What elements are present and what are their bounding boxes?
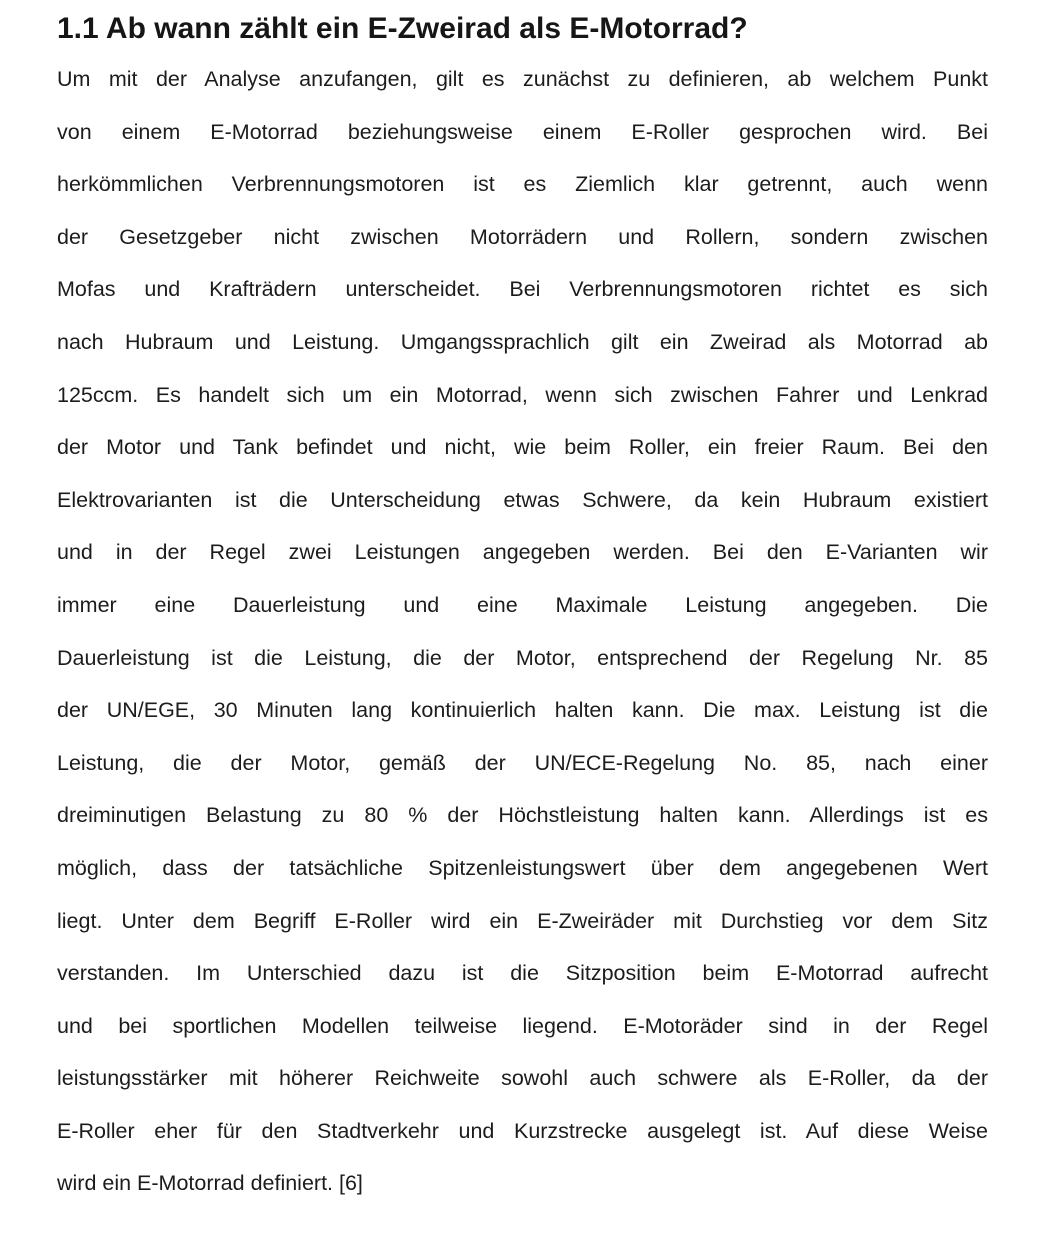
paragraph-line: E-Roller eher für den Stadtverkehr und Kurzstrecke ausgelegt ist. Auf diese Weise [57, 1118, 988, 1143]
paragraph-line: dreiminutigen Belastung zu 80 % der Höchstleistung halten kann. Allerdings ist es [57, 803, 988, 828]
document-page [57, 0, 988, 1210]
paragraph-line: der Motor und Tank befindet und nicht, wie beim Roller, ein freier Raum. Bei den [57, 435, 988, 460]
paragraph-line: und bei sportlichen Modellen teilweise liegend. E-Motoräder sind in der Regel [57, 1013, 988, 1038]
paragraph-line: der Gesetzgeber nicht zwischen Motorrädern und Rollern, sondern zwischen [57, 224, 988, 249]
paragraph-line: immer eine Dauerleistung und eine Maximale Leistung angegeben. Die [57, 592, 988, 617]
paragraph-line: leistungsstärker mit höherer Reichweite sowohl auch schwere als E-Roller, da der [57, 1066, 988, 1091]
paragraph-line: möglich, dass der tatsächliche Spitzenleistungswert über dem angegebenen Wert [57, 855, 988, 880]
paragraph-line: herkömmlichen Verbrennungsmotoren ist es Ziemlich klar getrennt, auch wenn [57, 172, 988, 197]
paragraph-line: von einem E-Motorrad beziehungsweise einem E-Roller gesprochen wird. Bei [57, 119, 988, 144]
paragraph-line: Dauerleistung ist die Leistung, die der Motor, entsprechend der Regelung Nr. 85 [57, 645, 988, 670]
paragraph-line: Um mit der Analyse anzufangen, gilt es zunächst zu definieren, ab welchem Punkt [57, 67, 988, 91]
paragraph-line: Leistung, die der Motor, gemäß der UN/ECE-Regelung No. 85, nach einer [57, 750, 988, 775]
paragraph-line: nach Hubraum und Leistung. Umgangssprachlich gilt ein Zweirad als Motorrad ab [57, 329, 988, 354]
paragraph-line: 125ccm. Es handelt sich um ein Motorrad, wenn sich zwischen Fahrer und Lenkrad [57, 382, 988, 407]
body-paragraph [57, 53, 988, 1210]
paragraph-line: wird ein E-Motorrad definiert. [6] [57, 1171, 363, 1196]
section-heading: 1.1 Ab wann zählt ein E-Zweirad als E-Motorrad? [57, 12, 748, 45]
paragraph-line: und in der Regel zwei Leistungen angegeben werden. Bei den E-Varianten wir [57, 540, 988, 565]
paragraph-line: Mofas und Krafträdern unterscheidet. Bei Verbrennungsmotoren richtet es sich [57, 277, 988, 302]
paragraph-line: der UN/EGE, 30 Minuten lang kontinuierlich halten kann. Die max. Leistung ist die [57, 698, 988, 723]
paragraph-line: Elektrovarianten ist die Unterscheidung etwas Schwere, da kein Hubraum existiert [57, 487, 988, 512]
paragraph-line: verstanden. Im Unterschied dazu ist die Sitzposition beim E-Motorrad aufrecht [57, 961, 988, 986]
paragraph-line: liegt. Unter dem Begriff E-Roller wird ein E-Zweiräder mit Durchstieg vor dem Sitz [57, 908, 988, 933]
